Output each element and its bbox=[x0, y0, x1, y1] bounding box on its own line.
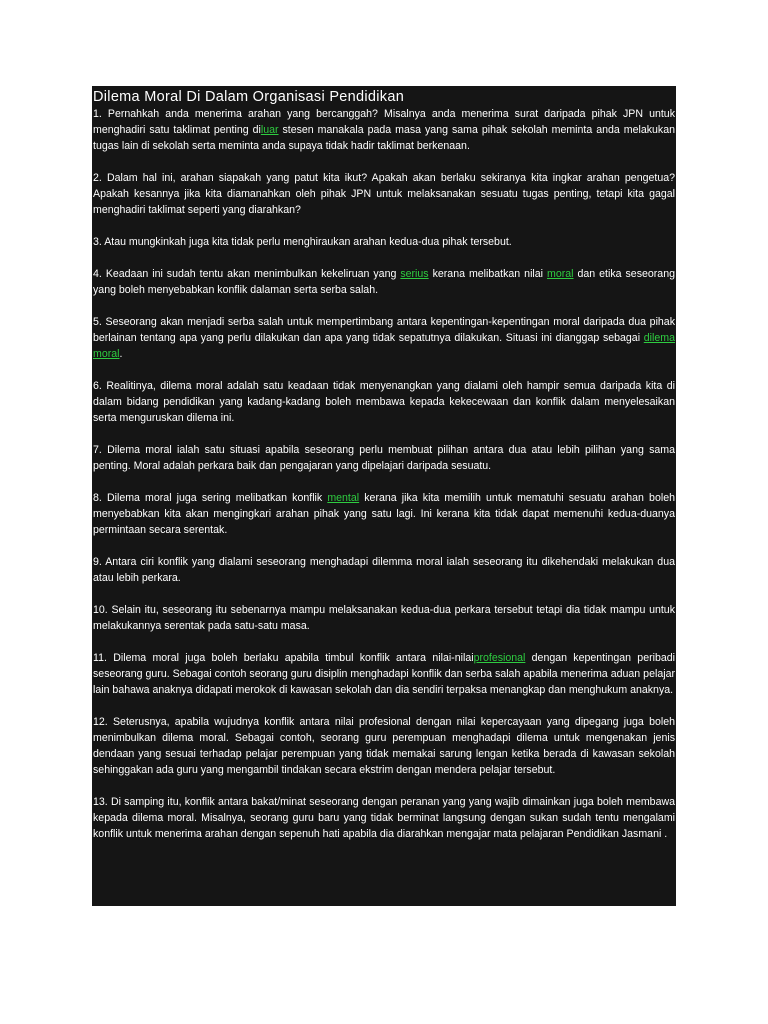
paragraph-8 bbox=[93, 490, 675, 538]
paragraph-6 bbox=[93, 378, 675, 426]
document-body bbox=[93, 106, 675, 842]
paragraph-5 bbox=[93, 314, 675, 362]
paragraph-text: 12. Seterusnya, apabila wujudnya konflik antara nilai profesional dengan nilai kepercayaan yang dipegang juga boleh menimbulkan dilema moral. Sebagai contoh, seorang guru perempuan menghadapi dilema untuk mengenakan jenis dendaan yang sesuai terhadap pelajar perempuan yang tidak memakai sarung lengan ketika berada di kawasan sekolah sehinggakan ada guru yang mengambil tindakan secara ekstrim dengan mendera pelajar tersebut. bbox=[93, 716, 675, 776]
paragraph-9 bbox=[93, 554, 675, 586]
paragraph-text: stesen manakala pada masa yang sama pihak sekolah meminta anda melakukan tugas lain di sekolah serta meminta anda supaya tidak hadir taklimat berkenaan. bbox=[93, 124, 675, 152]
keyword-link-dilema-moral[interactable]: dilema moral bbox=[93, 332, 675, 360]
keyword-link-serius[interactable]: serius bbox=[400, 268, 429, 280]
paragraph-text: kerana melibatkan nilai bbox=[428, 268, 548, 280]
keyword-link-profesional[interactable]: profesional bbox=[473, 652, 526, 664]
paragraph-text: 7. Dilema moral ialah satu situasi apabila seseorang perlu membuat pilihan antara dua atau lebih pilihan yang sama penting. Moral adalah perkara baik dan pengajaran yang dipelajari daripada sesuatu. bbox=[93, 444, 675, 472]
paragraph-text: . bbox=[119, 348, 123, 360]
paragraph-text: dengan kepentingan peribadi seseorang guru. Sebagai contoh seorang guru disiplin menghadapi konflik dan serba salah apabila menerima aduan pelajar lain bahawa anaknya didapati merokok di kawasan sekolah dan dia sendiri terpaksa menangkap dan menghukum anaknya. bbox=[93, 652, 675, 696]
paragraph-text: 5. Seseorang akan menjadi serba salah untuk mempertimbang antara kepentingan-kepentingan moral daripada dua pihak berlainan tentang apa yang perlu dilakukan dan apa yang tidak sepatutnya dilakukan. Situasi ini dianggap sebagai bbox=[93, 316, 675, 344]
paragraph-10 bbox=[93, 602, 675, 634]
document-title: Dilema Moral Di Dalam Organisasi Pendidikan bbox=[93, 89, 405, 105]
keyword-link-moral[interactable]: moral bbox=[547, 268, 574, 280]
paragraph-text: 1. Pernahkah anda menerima arahan yang bercanggah? Misalnya anda menerima surat daripada pihak JPN untuk menghadiri satu taklimat penting di bbox=[93, 108, 675, 136]
paragraph-text: 8. Dilema moral juga sering melibatkan konflik bbox=[93, 492, 328, 504]
paragraph-text: 2. Dalam hal ini, arahan siapakah yang patut kita ikut? Apakah akan berlaku sekiranya kita ingkar arahan pengetua? Apakah kesannya jika kita diamanahkan oleh pihak JPN untuk melaksanakan sesuatu tugas penting, tetapi kita gagal menghadiri taklimat seperti yang diarahkan? bbox=[93, 172, 675, 216]
paragraph-text: 10. Selain itu, seseorang itu sebenarnya mampu melaksanakan kedua-dua perkara tersebut tetapi dia tidak mampu untuk melakukannya serentak pada satu-satu masa. bbox=[93, 604, 675, 632]
paragraph-text: 4. Keadaan ini sudah tentu akan menimbulkan kekeliruan yang bbox=[93, 268, 401, 280]
paragraph-11 bbox=[93, 650, 675, 698]
keyword-link-mental[interactable]: mental bbox=[327, 492, 360, 504]
paragraph-4 bbox=[93, 266, 675, 298]
paragraph-text: 11. Dilema moral juga boleh berlaku apabila timbul konflik antara nilai-nilai bbox=[93, 652, 474, 664]
paragraph-text: 13. Di samping itu, konflik antara bakat/minat seseorang dengan peranan yang yang wajib dimainkan juga boleh membawa kepada dilema moral. Misalnya, seorang guru baru yang tidak berminat langsung dengan sukan sudah tentu mengalami konflik untuk menerima arahan dengan sepenuh hati apabila dia diarahkan mengajar mata pelajaran Pendidikan Jasmani . bbox=[93, 796, 675, 840]
paragraph-1 bbox=[93, 106, 675, 154]
document-panel bbox=[92, 86, 676, 906]
paragraph-text: kerana jika kita memilih untuk mematuhi sesuatu arahan boleh menyebabkan kita akan mengingkari arahan pihak yang satu lagi. Ini kerana kita tidak dapat memenuhi kedua-duanya permintaan secara serentak. bbox=[93, 492, 675, 536]
paragraph-7 bbox=[93, 442, 675, 474]
paragraph-text: 6. Realitinya, dilema moral adalah satu keadaan tidak menyenangkan yang dialami oleh hampir semua daripada kita di dalam bidang pendidikan yang kadang-kadang boleh membawa kepada kekecewaan dan konflik dalam menyelesaikan serta menguruskan dilema ini. bbox=[93, 380, 675, 424]
paragraph-13 bbox=[93, 794, 675, 842]
paragraph-2 bbox=[93, 170, 675, 218]
keyword-link-luar[interactable]: luar bbox=[260, 124, 279, 136]
paragraph-text: 3. Atau mungkinkah juga kita tidak perlu menghiraukan arahan kedua-dua pihak tersebut. bbox=[93, 236, 512, 248]
paragraph-3 bbox=[93, 234, 675, 250]
paragraph-text: dan etika seseorang yang boleh menyebabkan konflik dalaman serta serba salah. bbox=[93, 268, 675, 296]
paragraph-12 bbox=[93, 714, 675, 778]
paragraph-text: 9. Antara ciri konflik yang dialami seseorang menghadapi dilemma moral ialah seseorang itu dikehendaki melakukan dua atau lebih perkara. bbox=[93, 556, 675, 584]
